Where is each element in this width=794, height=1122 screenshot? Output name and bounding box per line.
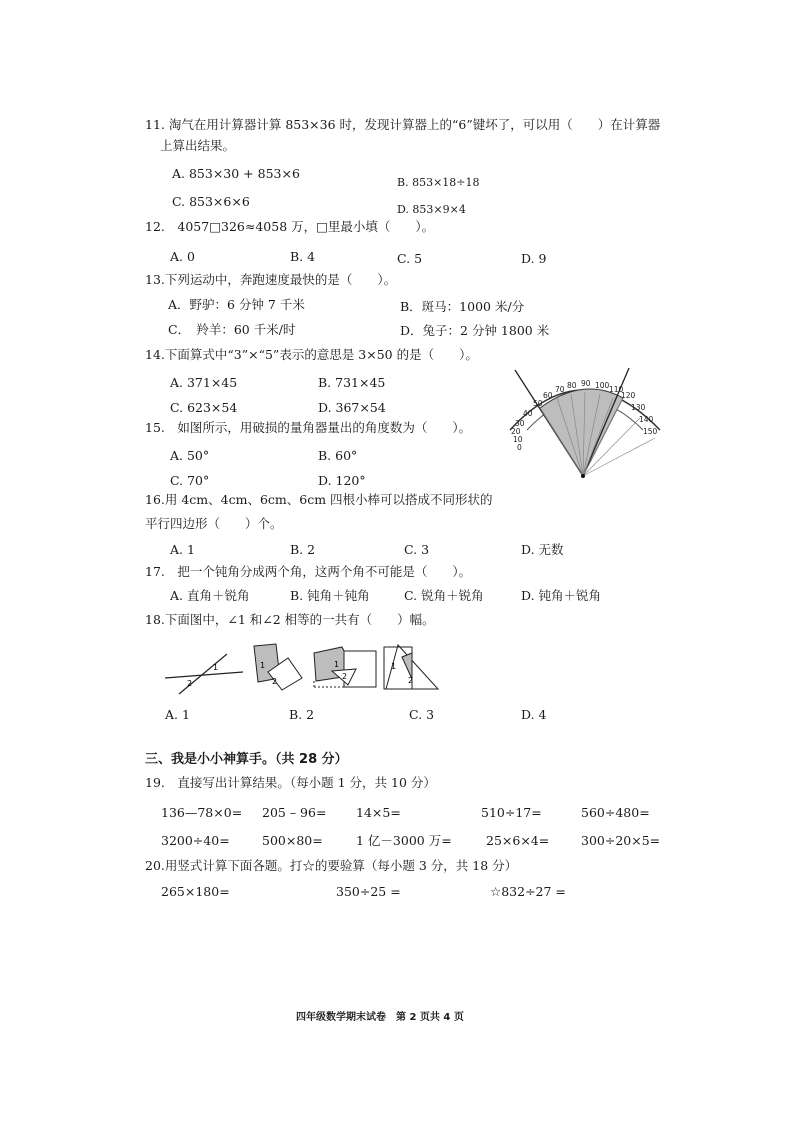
- protractor-tick-label: 140: [639, 415, 654, 424]
- q14-option-d: D. 367×54: [318, 400, 386, 415]
- q16-option-b: B. 2: [290, 542, 316, 557]
- q13-option-c: C． 羚羊：60 千米/时: [168, 322, 296, 337]
- q12-option-c: C. 5: [397, 251, 423, 266]
- page-footer: 四年级数学期末试卷 第 2 页共 4 页: [296, 1012, 464, 1023]
- q17-option-c: C. 锐角＋锐角: [404, 588, 484, 603]
- q18-fig3-angle-1: 1: [334, 660, 340, 669]
- protractor-tick-label: 10: [513, 435, 523, 444]
- q20-item: 265×180=: [161, 884, 230, 899]
- q14-option-c: C. 623×54: [170, 400, 238, 415]
- q18-figure-2: [252, 642, 312, 692]
- q13-option-d: D．兔子：2 分钟 1800 米: [400, 323, 550, 338]
- q18-fig2-angle-2: 2: [272, 677, 278, 686]
- q13-option-a: A．野驴：6 分钟 7 千米: [168, 297, 305, 312]
- q20-item: ☆832÷27 =: [490, 884, 566, 899]
- q14-option-b: B. 731×45: [318, 375, 386, 390]
- q18-figure-3: [312, 645, 382, 695]
- q18-option-a: A. 1: [165, 707, 190, 722]
- q12-option-d: D. 9: [521, 251, 547, 266]
- protractor-tick-label: 100: [595, 381, 610, 390]
- protractor-tick-label: 50: [533, 399, 543, 408]
- q19-item: 560÷480=: [581, 805, 650, 820]
- q11-stem-cont: 上算出结果。: [160, 138, 236, 153]
- q11-stem: 11. 淘气在用计算器计算 853×36 时，发现计算器上的“6”键坏了，可以用（ ）在计算器: [145, 117, 661, 132]
- protractor-tick-label: 0: [517, 443, 522, 452]
- q16-option-a: A. 1: [170, 542, 195, 557]
- q12-option-b: B. 4: [290, 249, 316, 264]
- protractor-tick-label: 150: [643, 427, 658, 436]
- section-3-title: 三、我是小小神算手。（共 28 分）: [145, 752, 348, 767]
- q19-item: 500×80=: [262, 833, 323, 848]
- q15-option-c: C. 70°: [170, 473, 210, 488]
- q19-item: 3200÷40=: [161, 833, 230, 848]
- q18-option-b: B. 2: [289, 707, 315, 722]
- q19-item: 300÷20×5=: [581, 833, 661, 848]
- protractor-tick-label: 60: [543, 391, 553, 400]
- q17-option-a: A. 直角＋锐角: [170, 588, 250, 603]
- protractor-tick-label: 130: [631, 403, 646, 412]
- q16-stem-cont: 平行四边形（ ）个。: [145, 516, 283, 531]
- q11-option-a: A. 853×30 + 853×6: [172, 166, 300, 181]
- broken-protractor-figure: [505, 368, 665, 488]
- protractor-tick-label: 80: [567, 381, 577, 390]
- q16-stem: 16.用 4cm、4cm、6cm、6cm 四根小棒可以搭成不同形状的: [145, 492, 493, 507]
- q13-stem: 13.下列运动中，奔跑速度最快的是（ ）。: [145, 272, 397, 287]
- q18-figure-1: [165, 650, 245, 700]
- q19-stem: 19. 直接写出计算结果。（每小题 1 分，共 10 分）: [145, 775, 436, 790]
- q11-option-b: B. 853×18÷18: [397, 176, 480, 189]
- q18-fig4-angle-2: 2: [408, 676, 414, 685]
- q15-stem: 15. 如图所示，用破损的量角器量出的角度数为（ ）。: [145, 420, 472, 435]
- protractor-tick-label: 70: [555, 385, 565, 394]
- q13-option-b: B．斑马：1000 米/分: [400, 299, 525, 314]
- q20-item: 350÷25 =: [336, 884, 401, 899]
- q18-stem: 18.下面图中，∠1 和∠2 相等的一共有（ ）幅。: [145, 612, 435, 627]
- q17-option-b: B. 钝角＋钝角: [290, 588, 370, 603]
- q19-item: 205 – 96=: [262, 805, 327, 820]
- q12-stem: 12. 4057□326≈4058 万，□里最小填（ ）。: [145, 219, 435, 234]
- q14-stem: 14.下面算式中“3”×“5”表示的意思是 3×50 的是（ ）。: [145, 347, 478, 362]
- q16-option-d: D. 无数: [521, 542, 564, 557]
- q19-item: 25×6×4=: [486, 833, 550, 848]
- q15-option-b: B. 60°: [318, 448, 358, 463]
- q16-option-c: C. 3: [404, 542, 430, 557]
- q19-item: 14×5=: [356, 805, 401, 820]
- q19-item: 510÷17=: [481, 805, 542, 820]
- q12-option-a: A. 0: [170, 249, 195, 264]
- q18-option-d: D. 4: [521, 707, 547, 722]
- q18-fig4-angle-1: 1: [391, 662, 397, 671]
- q19-item: 1 亿－3000 万=: [356, 833, 452, 848]
- q18-fig1-angle-2: 2: [187, 679, 193, 688]
- q11-option-c: C. 853×6×6: [172, 194, 250, 209]
- q14-option-a: A. 371×45: [170, 375, 238, 390]
- q19-item: 136—78×0=: [161, 805, 243, 820]
- protractor-tick-label: 30: [515, 419, 525, 428]
- q11-option-d: D. 853×9×4: [397, 203, 466, 216]
- q18-figure-4: [382, 643, 442, 693]
- protractor-tick-label: 90: [581, 379, 591, 388]
- protractor-tick-label: 120: [621, 391, 636, 400]
- q15-option-a: A. 50°: [170, 448, 210, 463]
- q18-option-c: C. 3: [409, 707, 435, 722]
- q18-fig2-angle-1: 1: [260, 661, 266, 670]
- q17-option-d: D. 钝角＋锐角: [521, 588, 602, 603]
- q15-option-d: D. 120°: [318, 473, 366, 488]
- q20-stem: 20.用竖式计算下面各题。打☆的要验算（每小题 3 分，共 18 分）: [145, 858, 518, 873]
- q17-stem: 17. 把一个钝角分成两个角，这两个角不可能是（ ）。: [145, 564, 472, 579]
- protractor-tick-label: 20: [511, 427, 521, 436]
- q18-fig1-angle-1: 1: [213, 663, 219, 672]
- q18-fig3-angle-2: 2: [342, 672, 348, 681]
- protractor-tick-label: 110: [609, 385, 624, 394]
- protractor-tick-label: 40: [523, 409, 533, 418]
